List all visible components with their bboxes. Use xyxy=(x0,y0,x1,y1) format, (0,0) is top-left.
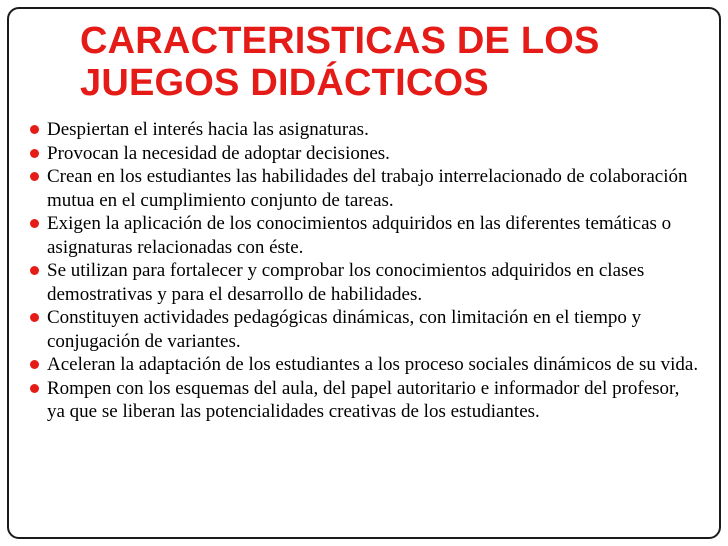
slide-title-line-2: JUEGOS DIDÁCTICOS xyxy=(80,62,489,104)
bullet-text: Se utilizan para fortalecer y comprobar los conocimientos adquiridos en clases demostrativas y para el desarrollo de habilidades. xyxy=(47,260,645,305)
bullet-text: Provocan la necesidad de adoptar decisiones. xyxy=(47,142,390,164)
red-dot-icon xyxy=(30,125,39,134)
red-dot-icon xyxy=(30,266,39,275)
bullet-item xyxy=(30,165,700,212)
slide-title xyxy=(80,20,600,104)
bullet-item xyxy=(30,142,700,166)
red-dot-icon xyxy=(30,384,39,393)
bullet-item xyxy=(30,259,700,306)
bullet-text: Aceleran la adaptación de los estudiantes a los proceso sociales dinámicos de su vida. xyxy=(47,354,699,375)
bullet-item xyxy=(30,306,700,353)
red-dot-icon xyxy=(30,219,39,228)
bullet-text: Rompen con los esquemas del aula, del papel autoritario e informador del profesor, ya que se liberan las potencialidades creativas de los estudiantes. xyxy=(47,377,680,422)
bullet-list xyxy=(30,118,700,424)
bullet-text: Despiertan el interés hacia las asignaturas. xyxy=(47,119,369,140)
red-dot-icon xyxy=(30,313,39,322)
red-dot-icon xyxy=(30,172,39,181)
bullet-item xyxy=(30,118,700,142)
bullet-item xyxy=(30,353,700,377)
bullet-text: Exigen la aplicación de los conocimientos adquiridos en las diferentes temáticas o asignaturas relacionadas con éste. xyxy=(47,213,672,258)
bullet-item xyxy=(30,377,700,424)
bullet-text: Constituyen actividades pedagógicas dinámicas, con limitación en el tiempo y conjugación de variantes. xyxy=(47,307,642,352)
bullet-item xyxy=(30,212,700,259)
red-dot-icon xyxy=(30,149,39,158)
bullet-text: Crean en los estudiantes las habilidades del trabajo interrelacionado de colaboración mutua en el cumplimiento conjunto de tareas. xyxy=(47,166,688,211)
red-dot-icon xyxy=(30,360,39,369)
slide-title-line-1: CARACTERISTICAS DE LOS xyxy=(80,20,600,62)
